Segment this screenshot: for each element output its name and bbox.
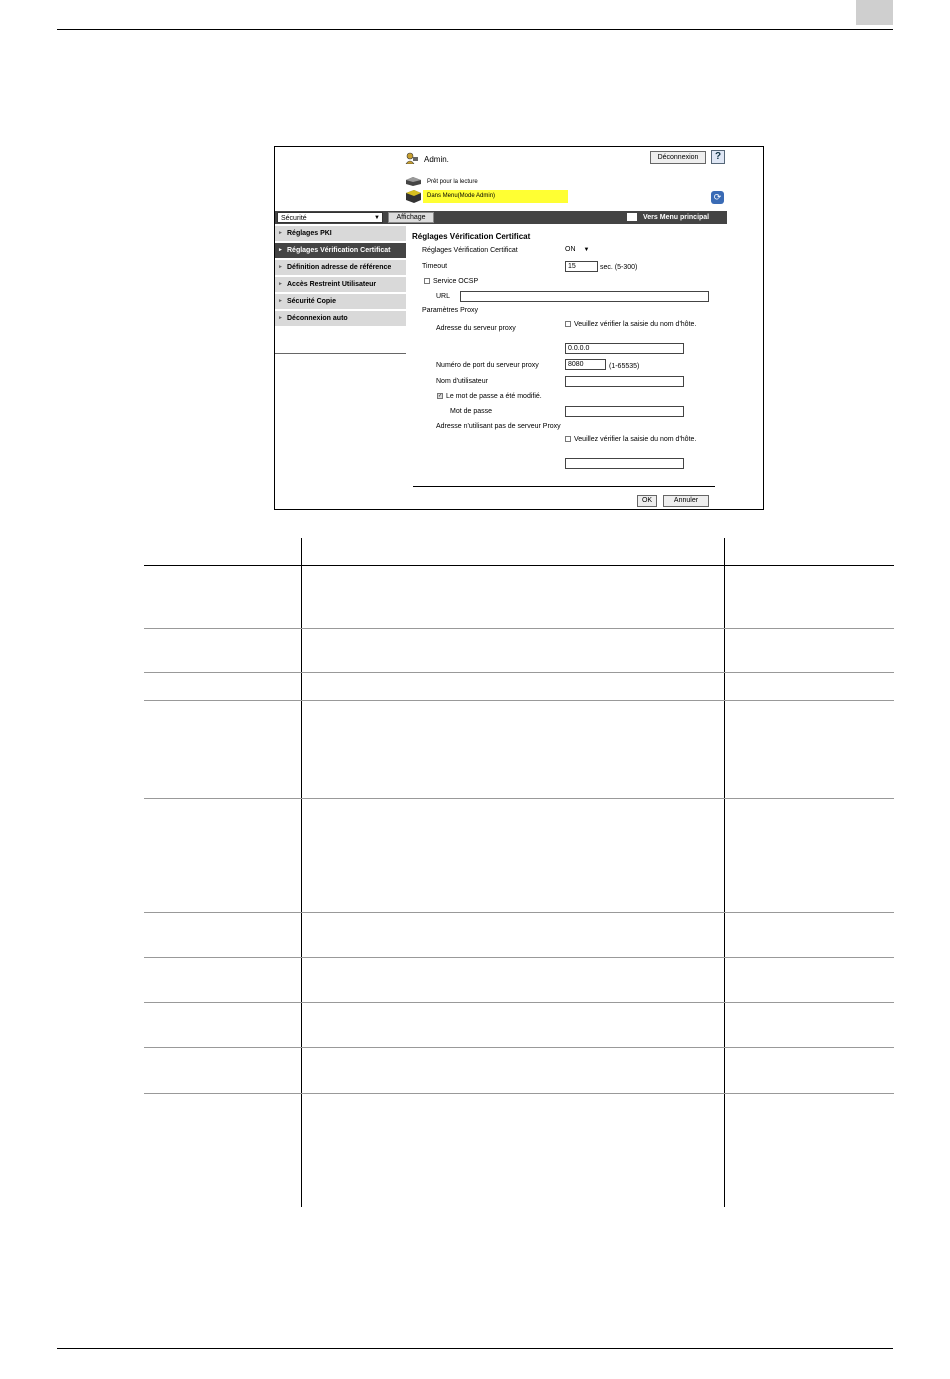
admin-icon	[405, 152, 419, 164]
box-icon	[405, 189, 422, 203]
category-select[interactable]	[277, 212, 383, 223]
footer-rule	[57, 1348, 893, 1349]
url-label: URL	[436, 293, 451, 300]
table-row-rule	[144, 672, 894, 673]
ok-button[interactable]: OK	[637, 495, 657, 507]
password-changed-checkbox[interactable]: ✓	[438, 393, 443, 400]
proxy-port-input[interactable]: 8080	[565, 359, 606, 370]
table-row-rule	[144, 1047, 894, 1048]
logout-button[interactable]: Déconnexion	[650, 151, 706, 164]
admin-screenshot	[274, 146, 764, 510]
password-label: Mot de passe	[450, 408, 493, 415]
proxy-hostcheck-checkbox[interactable]	[565, 321, 571, 327]
mode-label: Dans Menu(Mode Admin)	[423, 190, 568, 203]
sidebar-item-user-restriction[interactable]: ► Accès Restreint Utilisateur	[275, 277, 406, 292]
sidebar-item-pki[interactable]: ► Réglages PKI	[275, 226, 406, 241]
status-ready: Prêt pour la lecture	[427, 179, 478, 185]
main-menu-label: Vers Menu principal	[643, 214, 710, 221]
ocsp-row	[424, 278, 478, 285]
printer-icon	[405, 176, 422, 186]
proxy-port-range: (1-65535)	[609, 363, 640, 370]
ocsp-label: Service OCSP	[433, 278, 479, 285]
sidebar	[275, 226, 406, 328]
sidebar-item-reference-address[interactable]: ► Définition adresse de référence	[275, 260, 406, 275]
no-proxy-input[interactable]	[565, 458, 684, 469]
page-title: Réglages Vérification Certificat	[412, 232, 531, 241]
cancel-button[interactable]: Annuler	[663, 495, 709, 507]
menu-icon	[627, 213, 637, 221]
url-input[interactable]	[460, 291, 709, 302]
proxy-address-input[interactable]: 0.0.0.0	[565, 343, 684, 354]
proxy-address-label: Adresse du serveur proxy	[436, 325, 516, 332]
table-column-divider	[301, 538, 302, 1207]
category-select-value: Sécurité	[281, 215, 307, 222]
table-column-divider	[724, 538, 725, 1207]
timeout-input[interactable]: 15	[565, 261, 598, 272]
table-row-rule	[144, 700, 894, 701]
proxy-section-label: Paramètres Proxy	[422, 307, 479, 314]
timeout-unit: sec. (5-300)	[600, 264, 638, 271]
refresh-icon[interactable]: ⟳	[711, 191, 724, 204]
cert-check-label: Réglages Vérification Certificat	[422, 247, 518, 254]
password-input[interactable]	[565, 406, 684, 417]
table-row-rule	[144, 1002, 894, 1003]
sidebar-divider	[275, 353, 406, 354]
username-input[interactable]	[565, 376, 684, 387]
display-button[interactable]: Affichage	[388, 212, 434, 223]
timeout-label: Timeout	[422, 263, 448, 270]
table-row-rule	[144, 1093, 894, 1094]
username-label: Nom d'utilisateur	[436, 378, 488, 385]
ocsp-checkbox[interactable]	[424, 278, 430, 284]
cert-check-value: ON	[565, 246, 576, 253]
no-proxy-hostcheck-row	[565, 435, 705, 445]
chevron-down-icon: ▼	[583, 247, 590, 253]
password-changed-row	[437, 393, 542, 400]
sidebar-item-copy-security[interactable]: ► Sécurité Copie	[275, 294, 406, 309]
sidebar-item-auto-logout[interactable]: ► Déconnexion auto	[275, 311, 406, 326]
password-changed-label: Le mot de passe a été modifié.	[446, 393, 542, 400]
table-row-rule	[144, 798, 894, 799]
proxy-hostcheck-row	[565, 320, 705, 330]
main-menu-link[interactable]	[627, 211, 725, 224]
form-divider	[413, 486, 715, 487]
table-row-rule	[144, 957, 894, 958]
no-proxy-hostcheck-label: Veuillez vérifier la saisie du nom d'hôte.	[574, 436, 697, 443]
no-proxy-label: Adresse n'utilisant pas de serveur Proxy	[436, 423, 561, 430]
proxy-hostcheck-label: Veuillez vérifier la saisie du nom d'hôte.	[574, 321, 697, 328]
cert-check-select[interactable]	[565, 246, 595, 257]
chevron-down-icon: ▼	[374, 215, 380, 221]
table-header-rule	[144, 565, 894, 566]
table-row-rule	[144, 912, 894, 913]
no-proxy-hostcheck-checkbox[interactable]	[565, 436, 571, 442]
proxy-port-label: Numéro de port du serveur proxy	[436, 362, 539, 369]
header-rule	[57, 29, 893, 30]
table-row-rule	[144, 628, 894, 629]
page-number-tab	[856, 0, 893, 25]
help-button[interactable]: ?	[711, 150, 725, 164]
admin-label: Admin.	[424, 155, 449, 164]
sidebar-item-cert-check[interactable]: ► Réglages Vérification Certificat	[275, 243, 406, 258]
